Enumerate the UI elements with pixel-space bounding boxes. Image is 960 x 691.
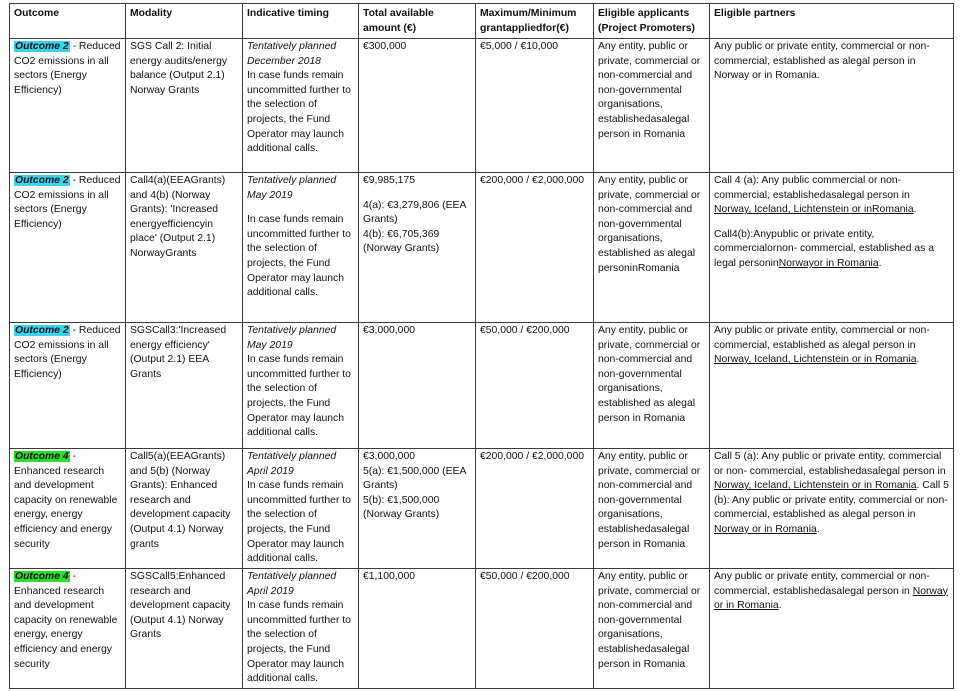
table-row	[10, 39, 954, 173]
timing-cell: Tentatively planned April 2019 In case funds remain uncommitted further to the selection of projects, the Fund Operator may launch additional calls.	[243, 449, 359, 569]
timing-cell: Tentatively planned May 2019 In case funds remain uncommitted further to the selection of projects, the Fund Operator may launch additional calls.	[243, 323, 359, 449]
header-outcome: Outcome	[10, 4, 126, 39]
grant-cell: €5,000 / €10,000	[476, 39, 594, 173]
modality-cell: SGSCall5:Enhanced research and development capacity (Output 4.1) Norway Grants	[126, 569, 243, 689]
partners-cell: Call 5 (a): Any public or private entity, commercial or non- commercial, establishedasalegal person in Norway, Iceland, Lichtenstein or in Romania. Call 5 (b): Any public or private entity, commercial or non-commercial, established as alegal person in Norway or in Romania.	[710, 449, 954, 569]
calls-table	[9, 3, 954, 689]
timing-cell: Tentatively planned April 2019 In case funds remain uncommitted further to the selection of projects, the Fund Operator may launch additional calls.	[243, 569, 359, 689]
applicants-cell: Any entity, public or private, commercial or non-commercial and non-governmental organisations, established as alegal person in Romania	[594, 323, 710, 449]
applicants-cell: Any entity, public or private, commercial or non-commercial and non-governmental organisations, establishedasalegal person in Romania	[594, 569, 710, 689]
table-row	[10, 173, 954, 323]
partners-link[interactable]: Norway, Iceland, Lichtenstein or inRomania	[714, 204, 914, 216]
modality-cell: Call5(a)(EEAGrants) and 5(b) (Norway Grants): Enhanced research and development capacity (Output 4.1) Norway grants	[126, 449, 243, 569]
partners-link[interactable]: Norway or in Romania	[714, 585, 948, 612]
header-timing: Indicative timing	[243, 4, 359, 39]
amount-cell: €3,000,000 5(a): €1,500,000 (EEA Grants) 5(b): €1,500,000 (Norway Grants)	[359, 449, 476, 569]
header-row	[10, 4, 954, 39]
outcome-cell: Outcome 4 - Enhanced research and development capacity on renewable energy, energy efficiency and energy security	[10, 569, 126, 689]
modality-cell: SGSCall3:'Increased energy efficiency' (Output 2.1) EEA Grants	[126, 323, 243, 449]
partners-link[interactable]: Norway or in Romania	[714, 523, 817, 535]
grant-cell: €200,000 / €2,000,000	[476, 449, 594, 569]
partners-cell: Any public or private entity, commercial or non-commercial, establishedasalegal person in Norway or in Romania.	[710, 569, 954, 689]
amount-cell: €9,985,175 4(a): €3,279,806 (EEA Grants) 4(b): €6,705,369 (Norway Grants)	[359, 173, 476, 323]
timing-cell: Tentatively planned December 2018 In case funds remain uncommitted further to the selection of projects, the Fund Operator may launch additional calls.	[243, 39, 359, 173]
outcome-cell: Outcome 2 - Reduced CO2 emissions in all sectors (Energy Efficiency)	[10, 323, 126, 449]
table-row	[10, 449, 954, 569]
amount-cell: €300,000	[359, 39, 476, 173]
outcome-highlight: Outcome 2	[15, 175, 69, 186]
partners-link[interactable]: Norway, Iceland, Lichtenstein or in Romania	[714, 354, 917, 366]
outcome-cell: Outcome 2 - Reduced CO2 emissions in all sectors (Energy Efficiency)	[10, 173, 126, 323]
partners-cell: Any public or private entity, commercial or non-commercial, established as alegal person in Norway, Iceland, Lichtenstein or in Romania.	[710, 323, 954, 449]
timing-cell: Tentatively planned May 2019 In case funds remain uncommitted further to the selection of projects, the Fund Operator may launch additional calls.	[243, 173, 359, 323]
modality-cell: SGS Call 2: Initial energy audits/energy balance (Output 2.1) Norway Grants	[126, 39, 243, 173]
header-amount: Total available amount (€)	[359, 4, 476, 39]
partners-link[interactable]: Norwayor in Romania	[778, 257, 879, 269]
grant-cell: €200,000 / €2,000,000	[476, 173, 594, 323]
applicants-cell: Any entity, public or private, commercial or non-commercial and non-governmental organisations, established as alegal personinRomania	[594, 173, 710, 323]
applicants-cell: Any entity, public or private, commercial or non-commercial and non-governmental organisations, establishedasalegal person in Romania	[594, 449, 710, 569]
outcome-highlight: Outcome 4	[15, 571, 69, 582]
partners-cell: Any public or private entity, commercial or non-commercial, established as alegal person in Norway or in Romania.	[710, 39, 954, 173]
amount-cell: €1,100,000	[359, 569, 476, 689]
header-grant: Maximum/Minimum grantappliedfor(€)	[476, 4, 594, 39]
outcome-highlight: Outcome 2	[15, 325, 69, 336]
partners-link[interactable]: Norway, Iceland, Lichtenstein or in Romania	[714, 480, 917, 492]
header-applicants: Eligible applicants (Project Promoters)	[594, 4, 710, 39]
grant-cell: €50,000 / €200,000	[476, 323, 594, 449]
outcome-cell: Outcome 2 - Reduced CO2 emissions in all sectors (Energy Efficiency)	[10, 39, 126, 173]
header-modality: Modality	[126, 4, 243, 39]
outcome-highlight: Outcome 2	[15, 41, 69, 52]
applicants-cell: Any entity, public or private, commercial or non-commercial and non-governmental organisations, establishedasalegal person in Romania	[594, 39, 710, 173]
table-row	[10, 323, 954, 449]
table-row	[10, 569, 954, 689]
grant-cell: €50,000 / €200,000	[476, 569, 594, 689]
modality-cell: Call4(a)(EEAGrants) and 4(b) (Norway Grants): 'Increased energyefficiencyin place' (Output 2.1) NorwayGrants	[126, 173, 243, 323]
outcome-highlight: Outcome 4	[15, 451, 69, 462]
header-partners: Eligible partners	[710, 4, 954, 39]
partners-cell: Call 4 (a): Any public commercial or non-commercial, establishedasalegal person in Norway, Iceland, Lichtenstein or inRomania. Call4(b):Anypublic or private entity, commercialornon- commercial, established as a legal personinNorwayor in Romania.	[710, 173, 954, 323]
outcome-cell: Outcome 4 - Enhanced research and development capacity on renewable energy, energy efficiency and energy security	[10, 449, 126, 569]
amount-cell: €3,000,000	[359, 323, 476, 449]
